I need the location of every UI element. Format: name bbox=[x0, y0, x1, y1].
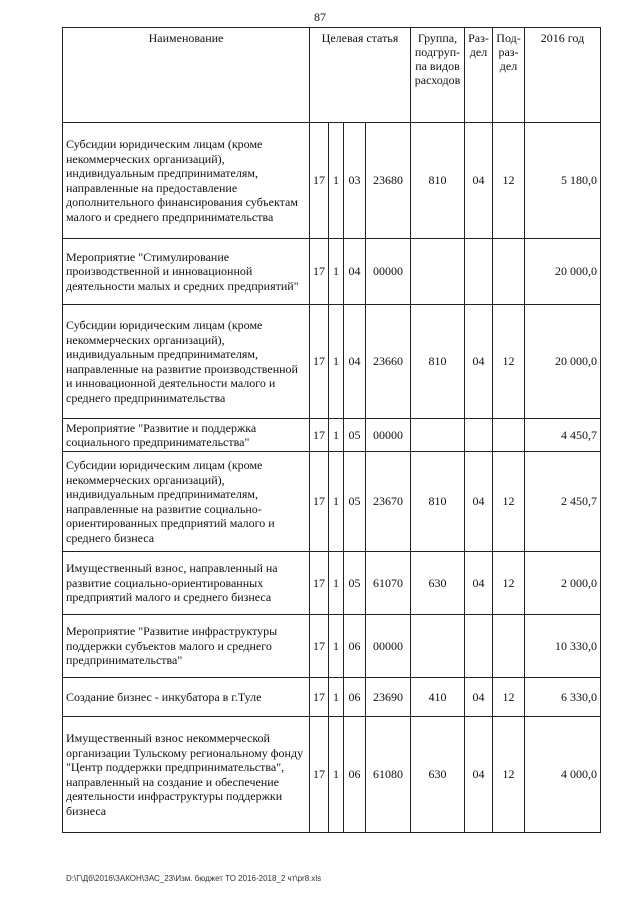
row-program: 17 bbox=[310, 305, 329, 419]
row-subprogram: 1 bbox=[329, 717, 344, 833]
row-name: Мероприятие "Стимулирование производственной и инновационной деятельности малых и средних предприятий" bbox=[63, 239, 310, 305]
row-code: 23670 bbox=[366, 452, 411, 552]
row-amount: 5 180,0 bbox=[525, 123, 601, 239]
row-program: 17 bbox=[310, 552, 329, 615]
row-subprogram: 1 bbox=[329, 615, 344, 678]
row-measure: 05 bbox=[344, 452, 366, 552]
row-amount: 20 000,0 bbox=[525, 305, 601, 419]
row-amount: 2 450,7 bbox=[525, 452, 601, 552]
row-section bbox=[465, 615, 493, 678]
table-header-row bbox=[63, 28, 601, 123]
row-code: 23660 bbox=[366, 305, 411, 419]
row-name: Имущественный взнос некоммерческой организации Тульскому региональному фонду "Центр поддержки предпринимательства", направленный на создание и обеспечение деятельности инфраструктуры поддержки бизнеса bbox=[63, 717, 310, 833]
row-name: Мероприятие "Развитие и поддержка социального предпринимательства" bbox=[63, 419, 310, 452]
row-section: 04 bbox=[465, 123, 493, 239]
row-code: 00000 bbox=[366, 419, 411, 452]
file-path-footer: D:\Г\Дб\2016\ЗАКОН\ЗАС_23\Изм. бюджет ТО 2016-2018_2 чт\pr8.xls bbox=[66, 874, 322, 883]
row-measure: 06 bbox=[344, 615, 366, 678]
header-target-article: Целевая статья bbox=[310, 28, 411, 123]
row-measure: 05 bbox=[344, 419, 366, 452]
row-subprogram: 1 bbox=[329, 305, 344, 419]
table-row bbox=[63, 552, 601, 615]
table-row bbox=[63, 452, 601, 552]
row-section bbox=[465, 419, 493, 452]
row-section: 04 bbox=[465, 678, 493, 717]
row-subprogram: 1 bbox=[329, 123, 344, 239]
row-measure: 03 bbox=[344, 123, 366, 239]
row-measure: 04 bbox=[344, 305, 366, 419]
row-measure: 06 bbox=[344, 717, 366, 833]
row-program: 17 bbox=[310, 452, 329, 552]
row-subsection: 12 bbox=[493, 123, 525, 239]
table-row bbox=[63, 239, 601, 305]
row-amount: 10 330,0 bbox=[525, 615, 601, 678]
row-program: 17 bbox=[310, 419, 329, 452]
row-subsection: 12 bbox=[493, 552, 525, 615]
header-subsection: Под-раз-дел bbox=[493, 28, 525, 123]
row-amount: 4 450,7 bbox=[525, 419, 601, 452]
row-code: 61070 bbox=[366, 552, 411, 615]
row-measure: 06 bbox=[344, 678, 366, 717]
row-section: 04 bbox=[465, 552, 493, 615]
row-group bbox=[411, 419, 465, 452]
row-name: Создание бизнес - инкубатора в г.Туле bbox=[63, 678, 310, 717]
row-subprogram: 1 bbox=[329, 678, 344, 717]
row-group bbox=[411, 615, 465, 678]
row-section: 04 bbox=[465, 305, 493, 419]
row-subsection bbox=[493, 239, 525, 305]
row-subsection: 12 bbox=[493, 452, 525, 552]
row-group: 630 bbox=[411, 717, 465, 833]
row-program: 17 bbox=[310, 123, 329, 239]
row-group: 630 bbox=[411, 552, 465, 615]
row-name: Мероприятие "Развитие инфраструктуры поддержки субъектов малого и среднего предпринимательства" bbox=[63, 615, 310, 678]
row-group: 410 bbox=[411, 678, 465, 717]
header-year: 2016 год bbox=[525, 28, 601, 123]
row-code: 23690 bbox=[366, 678, 411, 717]
row-subprogram: 1 bbox=[329, 452, 344, 552]
row-code: 23680 bbox=[366, 123, 411, 239]
table-row bbox=[63, 419, 601, 452]
row-measure: 04 bbox=[344, 239, 366, 305]
table-row bbox=[63, 615, 601, 678]
table-row bbox=[63, 305, 601, 419]
table-row bbox=[63, 717, 601, 833]
row-name: Имущественный взнос, направленный на развитие социально-ориентированных предприятий малого и среднего бизнеса bbox=[63, 552, 310, 615]
row-amount: 6 330,0 bbox=[525, 678, 601, 717]
header-section: Раз-дел bbox=[465, 28, 493, 123]
row-program: 17 bbox=[310, 239, 329, 305]
row-subsection bbox=[493, 419, 525, 452]
row-program: 17 bbox=[310, 678, 329, 717]
row-subprogram: 1 bbox=[329, 552, 344, 615]
row-subsection: 12 bbox=[493, 305, 525, 419]
row-section: 04 bbox=[465, 452, 493, 552]
row-amount: 20 000,0 bbox=[525, 239, 601, 305]
row-name: Субсидии юридическим лицам (кроме некоммерческих организаций), индивидуальным предпринимателям, направленные на развитие социально-ориентированных предприятий малого и среднего бизнеса bbox=[63, 452, 310, 552]
header-group: Группа, подгруп-па видов расходов bbox=[411, 28, 465, 123]
row-section bbox=[465, 239, 493, 305]
row-group bbox=[411, 239, 465, 305]
row-group: 810 bbox=[411, 452, 465, 552]
row-subprogram: 1 bbox=[329, 239, 344, 305]
row-group: 810 bbox=[411, 123, 465, 239]
row-program: 17 bbox=[310, 615, 329, 678]
row-group: 810 bbox=[411, 305, 465, 419]
budget-table bbox=[62, 27, 601, 833]
page-number: 87 bbox=[314, 10, 326, 24]
row-section: 04 bbox=[465, 717, 493, 833]
row-program: 17 bbox=[310, 717, 329, 833]
row-name: Субсидии юридическим лицам (кроме некоммерческих организаций), индивидуальным предпринимателям, направленные на предоставление дополнительного финансирования субъектам малого и среднего предпринимательства bbox=[63, 123, 310, 239]
row-subprogram: 1 bbox=[329, 419, 344, 452]
table-row bbox=[63, 123, 601, 239]
row-code: 00000 bbox=[366, 239, 411, 305]
header-name: Наименование bbox=[63, 28, 310, 123]
row-subsection bbox=[493, 615, 525, 678]
row-subsection: 12 bbox=[493, 717, 525, 833]
table-row bbox=[63, 678, 601, 717]
row-amount: 4 000,0 bbox=[525, 717, 601, 833]
row-amount: 2 000,0 bbox=[525, 552, 601, 615]
row-code: 61080 bbox=[366, 717, 411, 833]
row-name: Субсидии юридическим лицам (кроме некоммерческих организаций), индивидуальным предпринимателям, направленные на развитие производственной и инновационной деятельности малого и среднего предпринимательства bbox=[63, 305, 310, 419]
row-measure: 05 bbox=[344, 552, 366, 615]
row-subsection: 12 bbox=[493, 678, 525, 717]
row-code: 00000 bbox=[366, 615, 411, 678]
